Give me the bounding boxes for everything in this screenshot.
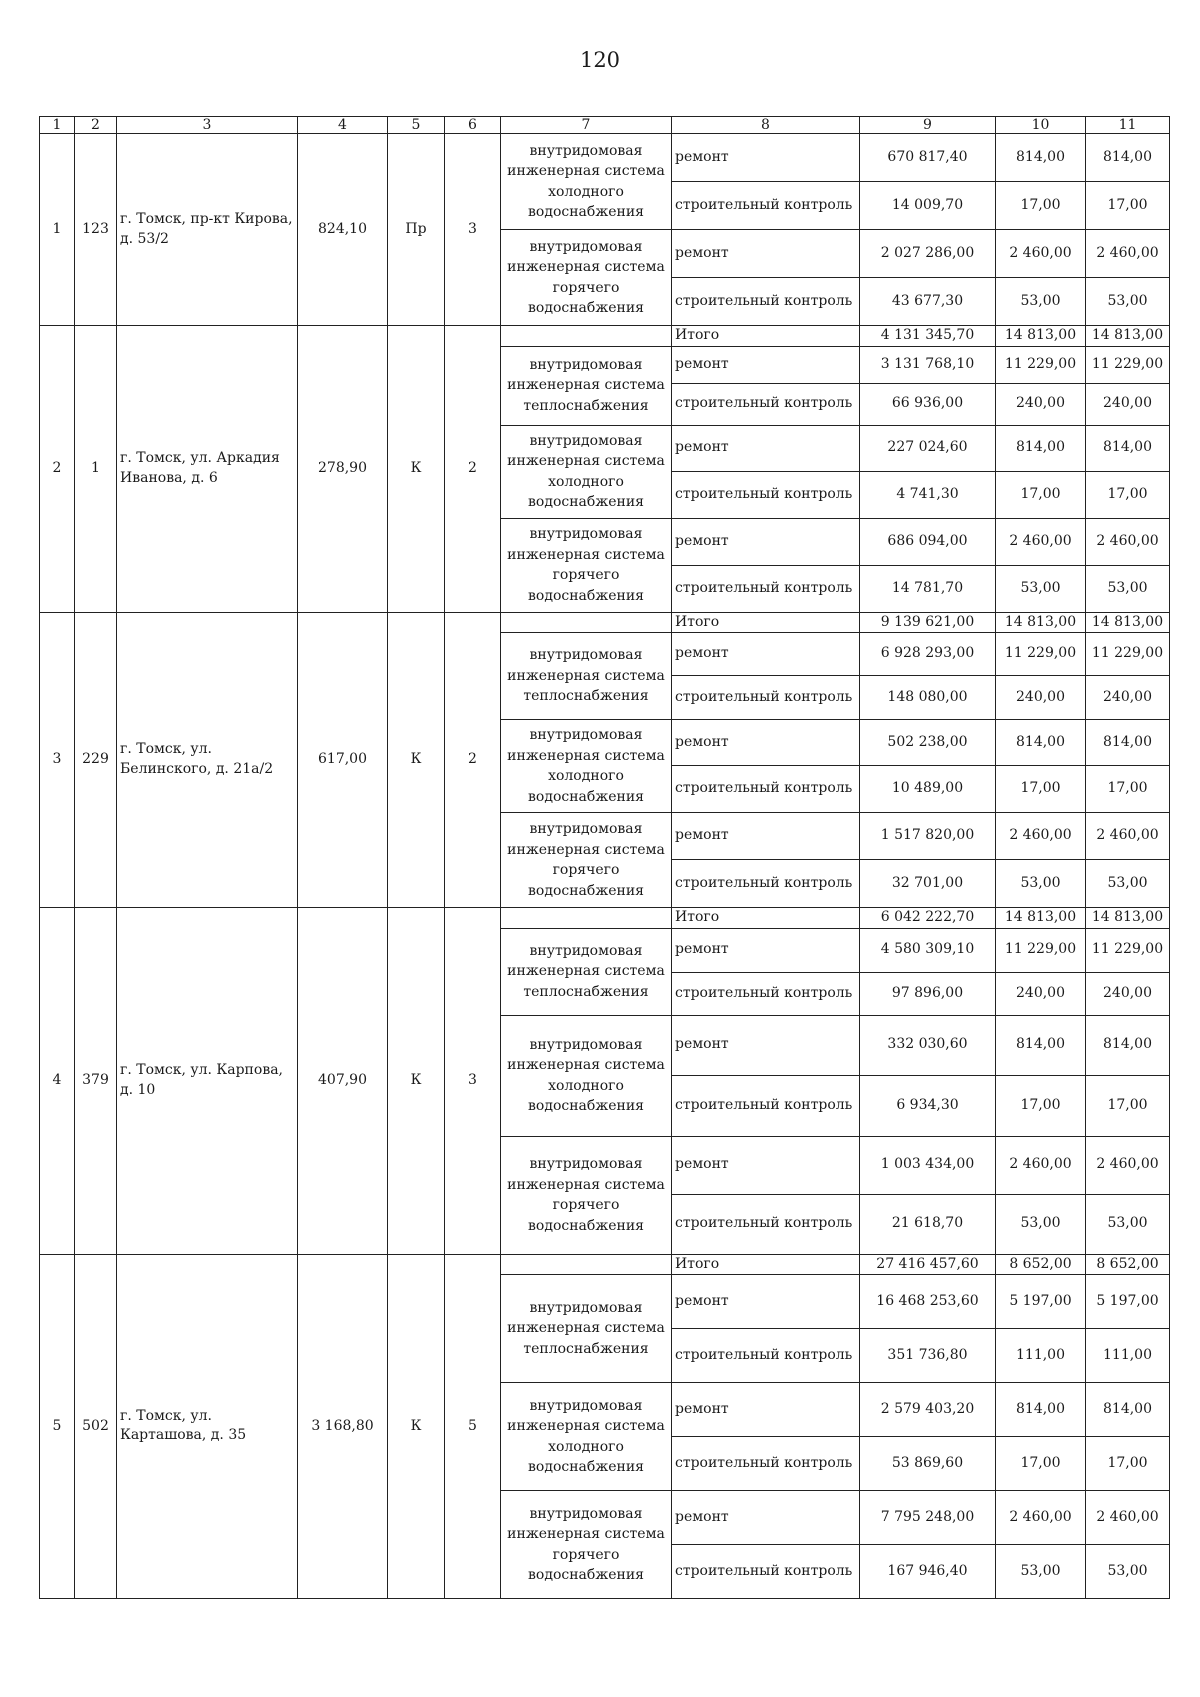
work-cost: 14 781,70 — [860, 565, 996, 612]
total-unit-cost: 8 652,00 — [996, 1254, 1086, 1275]
system-name: внутридомовая инженерная система теплоснабжения — [501, 633, 672, 720]
unit-cost: 11 229,00 — [996, 346, 1086, 383]
row-number: 2 — [40, 326, 75, 613]
unit-cost: 240,00 — [996, 676, 1086, 720]
limit-cost: 814,00 — [1086, 134, 1170, 182]
row-number: 4 — [40, 908, 75, 1255]
unit-cost: 2 460,00 — [996, 518, 1086, 565]
total-limit: 14 813,00 — [1086, 326, 1170, 347]
unit-cost: 53,00 — [996, 860, 1086, 908]
column-number: 3 — [117, 117, 298, 134]
total-limit: 14 813,00 — [1086, 612, 1170, 633]
limit-cost: 11 229,00 — [1086, 346, 1170, 383]
total-row — [40, 612, 1170, 633]
address: г. Томск, ул. Аркадия Иванова, д. 6 — [117, 326, 298, 613]
unit-cost: 17,00 — [996, 471, 1086, 518]
unit-cost: 111,00 — [996, 1329, 1086, 1383]
limit-cost: 17,00 — [1086, 182, 1170, 230]
row-number: 3 — [40, 612, 75, 908]
work-type: строительный контроль — [672, 383, 860, 425]
limit-cost: 240,00 — [1086, 676, 1170, 720]
work-type: строительный контроль — [672, 182, 860, 230]
total-cost: 4 131 345,70 — [860, 326, 996, 347]
work-cost: 670 817,40 — [860, 134, 996, 182]
object-id: 1 — [75, 326, 117, 613]
row-number: 5 — [40, 1254, 75, 1599]
work-cost: 167 946,40 — [860, 1545, 996, 1599]
work-type: строительный контроль — [672, 860, 860, 908]
work-cost: 97 896,00 — [860, 972, 996, 1015]
total-cost: 27 416 457,60 — [860, 1254, 996, 1275]
unit-cost: 2 460,00 — [996, 230, 1086, 278]
work-type: строительный контроль — [672, 676, 860, 720]
work-type: ремонт — [672, 813, 860, 860]
work-type: ремонт — [672, 1275, 860, 1329]
system-name: внутридомовая инженерная система теплоснабжения — [501, 346, 672, 425]
system-name-empty — [501, 612, 672, 633]
system-name: внутридомовая инженерная система горячего водоснабжения — [501, 518, 672, 612]
total-label: Итого — [672, 612, 860, 633]
work-cost: 43 677,30 — [860, 278, 996, 326]
unit-cost: 814,00 — [996, 1015, 1086, 1075]
area: 278,90 — [298, 326, 388, 613]
limit-cost: 814,00 — [1086, 1383, 1170, 1437]
total-cost: 9 139 621,00 — [860, 612, 996, 633]
limit-cost: 53,00 — [1086, 1194, 1170, 1254]
work-cost: 16 468 253,60 — [860, 1275, 996, 1329]
unit-cost: 5 197,00 — [996, 1275, 1086, 1329]
system-name: внутридомовая инженерная система холодного водоснабжения — [501, 720, 672, 813]
object-id: 502 — [75, 1254, 117, 1599]
column-number: 11 — [1086, 117, 1170, 134]
column-number: 8 — [672, 117, 860, 134]
column-number: 7 — [501, 117, 672, 134]
work-type: ремонт — [672, 720, 860, 766]
unit-cost: 814,00 — [996, 720, 1086, 766]
work-type: строительный контроль — [672, 278, 860, 326]
column-number: 9 — [860, 117, 996, 134]
row-number: 1 — [40, 134, 75, 326]
total-unit-cost: 14 813,00 — [996, 612, 1086, 633]
address: г. Томск, пр-кт Кирова, д. 53/2 — [117, 134, 298, 326]
unit-cost: 53,00 — [996, 565, 1086, 612]
capital-repair-table — [39, 116, 1170, 1599]
building-type: К — [388, 908, 445, 1255]
total-label: Итого — [672, 1254, 860, 1275]
total-row — [40, 1254, 1170, 1275]
limit-cost: 814,00 — [1086, 1015, 1170, 1075]
work-type: ремонт — [672, 633, 860, 676]
total-unit-cost: 14 813,00 — [996, 326, 1086, 347]
system-name-empty — [501, 908, 672, 929]
work-type: ремонт — [672, 230, 860, 278]
unit-cost: 17,00 — [996, 182, 1086, 230]
object-id: 379 — [75, 908, 117, 1255]
unit-cost: 11 229,00 — [996, 633, 1086, 676]
unit-cost: 2 460,00 — [996, 1491, 1086, 1545]
limit-cost: 2 460,00 — [1086, 1491, 1170, 1545]
floors: 3 — [445, 908, 501, 1255]
work-cost: 32 701,00 — [860, 860, 996, 908]
building-type: К — [388, 326, 445, 613]
work-type: ремонт — [672, 425, 860, 471]
unit-cost: 17,00 — [996, 1437, 1086, 1491]
address: г. Томск, ул. Карташова, д. 35 — [117, 1254, 298, 1599]
work-cost: 3 131 768,10 — [860, 346, 996, 383]
system-name: внутридомовая инженерная система горячего водоснабжения — [501, 1136, 672, 1254]
system-name: внутридомовая инженерная система горячего водоснабжения — [501, 230, 672, 326]
total-label: Итого — [672, 908, 860, 929]
work-cost: 1 003 434,00 — [860, 1136, 996, 1194]
limit-cost: 2 460,00 — [1086, 1136, 1170, 1194]
building-type: Пр — [388, 134, 445, 326]
total-label: Итого — [672, 326, 860, 347]
floors: 3 — [445, 134, 501, 326]
limit-cost: 814,00 — [1086, 425, 1170, 471]
work-cost: 2 579 403,20 — [860, 1383, 996, 1437]
column-number: 1 — [40, 117, 75, 134]
system-name: внутридомовая инженерная система горячего водоснабжения — [501, 813, 672, 908]
address: г. Томск, ул. Белинского, д. 21а/2 — [117, 612, 298, 908]
floors: 5 — [445, 1254, 501, 1599]
system-name: внутридомовая инженерная система теплоснабжения — [501, 1275, 672, 1383]
limit-cost: 2 460,00 — [1086, 230, 1170, 278]
limit-cost: 2 460,00 — [1086, 518, 1170, 565]
limit-cost: 111,00 — [1086, 1329, 1170, 1383]
building-type: К — [388, 612, 445, 908]
work-type: ремонт — [672, 1015, 860, 1075]
work-type: ремонт — [672, 928, 860, 972]
area: 824,10 — [298, 134, 388, 326]
work-cost: 1 517 820,00 — [860, 813, 996, 860]
work-cost: 7 795 248,00 — [860, 1491, 996, 1545]
work-row — [40, 134, 1170, 182]
work-cost: 148 080,00 — [860, 676, 996, 720]
work-type: строительный контроль — [672, 1194, 860, 1254]
work-type: ремонт — [672, 1136, 860, 1194]
unit-cost: 53,00 — [996, 1194, 1086, 1254]
column-number: 4 — [298, 117, 388, 134]
work-cost: 4 580 309,10 — [860, 928, 996, 972]
unit-cost: 11 229,00 — [996, 928, 1086, 972]
unit-cost: 240,00 — [996, 383, 1086, 425]
work-type: строительный контроль — [672, 1329, 860, 1383]
limit-cost: 17,00 — [1086, 1075, 1170, 1136]
work-cost: 66 936,00 — [860, 383, 996, 425]
work-type: ремонт — [672, 1491, 860, 1545]
unit-cost: 53,00 — [996, 1545, 1086, 1599]
work-cost: 502 238,00 — [860, 720, 996, 766]
area: 617,00 — [298, 612, 388, 908]
work-cost: 332 030,60 — [860, 1015, 996, 1075]
total-row — [40, 326, 1170, 347]
work-type: строительный контроль — [672, 1437, 860, 1491]
unit-cost: 814,00 — [996, 425, 1086, 471]
column-number: 10 — [996, 117, 1086, 134]
floors: 2 — [445, 612, 501, 908]
system-name: внутридомовая инженерная система горячего водоснабжения — [501, 1491, 672, 1599]
work-cost: 4 741,30 — [860, 471, 996, 518]
work-cost: 686 094,00 — [860, 518, 996, 565]
work-cost: 10 489,00 — [860, 766, 996, 813]
unit-cost: 53,00 — [996, 278, 1086, 326]
work-type: строительный контроль — [672, 766, 860, 813]
column-number: 5 — [388, 117, 445, 134]
limit-cost: 53,00 — [1086, 278, 1170, 326]
total-limit: 14 813,00 — [1086, 908, 1170, 929]
system-name-empty — [501, 1254, 672, 1275]
unit-cost: 814,00 — [996, 134, 1086, 182]
unit-cost: 2 460,00 — [996, 813, 1086, 860]
building-type: К — [388, 1254, 445, 1599]
limit-cost: 814,00 — [1086, 720, 1170, 766]
work-cost: 6 928 293,00 — [860, 633, 996, 676]
work-type: строительный контроль — [672, 471, 860, 518]
work-cost: 21 618,70 — [860, 1194, 996, 1254]
system-name: внутридомовая инженерная система теплоснабжения — [501, 928, 672, 1015]
area: 407,90 — [298, 908, 388, 1255]
system-name: внутридомовая инженерная система холодного водоснабжения — [501, 134, 672, 230]
system-name-empty — [501, 326, 672, 347]
page-number: 120 — [579, 48, 621, 72]
system-name: внутридомовая инженерная система холодного водоснабжения — [501, 1383, 672, 1491]
work-type: строительный контроль — [672, 565, 860, 612]
work-cost: 14 009,70 — [860, 182, 996, 230]
total-unit-cost: 14 813,00 — [996, 908, 1086, 929]
object-id: 123 — [75, 134, 117, 326]
work-cost: 53 869,60 — [860, 1437, 996, 1491]
work-type: ремонт — [672, 134, 860, 182]
unit-cost: 17,00 — [996, 1075, 1086, 1136]
unit-cost: 2 460,00 — [996, 1136, 1086, 1194]
column-numbers-row — [40, 117, 1170, 134]
unit-cost: 814,00 — [996, 1383, 1086, 1437]
limit-cost: 240,00 — [1086, 972, 1170, 1015]
work-type: ремонт — [672, 1383, 860, 1437]
unit-cost: 240,00 — [996, 972, 1086, 1015]
limit-cost: 53,00 — [1086, 860, 1170, 908]
work-type: строительный контроль — [672, 972, 860, 1015]
limit-cost: 11 229,00 — [1086, 928, 1170, 972]
work-type: строительный контроль — [672, 1075, 860, 1136]
work-cost: 2 027 286,00 — [860, 230, 996, 278]
area: 3 168,80 — [298, 1254, 388, 1599]
column-number: 2 — [75, 117, 117, 134]
total-limit: 8 652,00 — [1086, 1254, 1170, 1275]
address: г. Томск, ул. Карпова, д. 10 — [117, 908, 298, 1255]
work-type: строительный контроль — [672, 1545, 860, 1599]
work-cost: 227 024,60 — [860, 425, 996, 471]
system-name: внутридомовая инженерная система холодного водоснабжения — [501, 425, 672, 518]
total-cost: 6 042 222,70 — [860, 908, 996, 929]
limit-cost: 17,00 — [1086, 766, 1170, 813]
limit-cost: 11 229,00 — [1086, 633, 1170, 676]
unit-cost: 17,00 — [996, 766, 1086, 813]
limit-cost: 5 197,00 — [1086, 1275, 1170, 1329]
object-id: 229 — [75, 612, 117, 908]
limit-cost: 240,00 — [1086, 383, 1170, 425]
total-row — [40, 908, 1170, 929]
limit-cost: 53,00 — [1086, 565, 1170, 612]
column-number: 6 — [445, 117, 501, 134]
system-name: внутридомовая инженерная система холодного водоснабжения — [501, 1015, 672, 1136]
work-type: ремонт — [672, 518, 860, 565]
limit-cost: 53,00 — [1086, 1545, 1170, 1599]
work-cost: 351 736,80 — [860, 1329, 996, 1383]
limit-cost: 17,00 — [1086, 471, 1170, 518]
floors: 2 — [445, 326, 501, 613]
work-type: ремонт — [672, 346, 860, 383]
work-cost: 6 934,30 — [860, 1075, 996, 1136]
limit-cost: 17,00 — [1086, 1437, 1170, 1491]
limit-cost: 2 460,00 — [1086, 813, 1170, 860]
